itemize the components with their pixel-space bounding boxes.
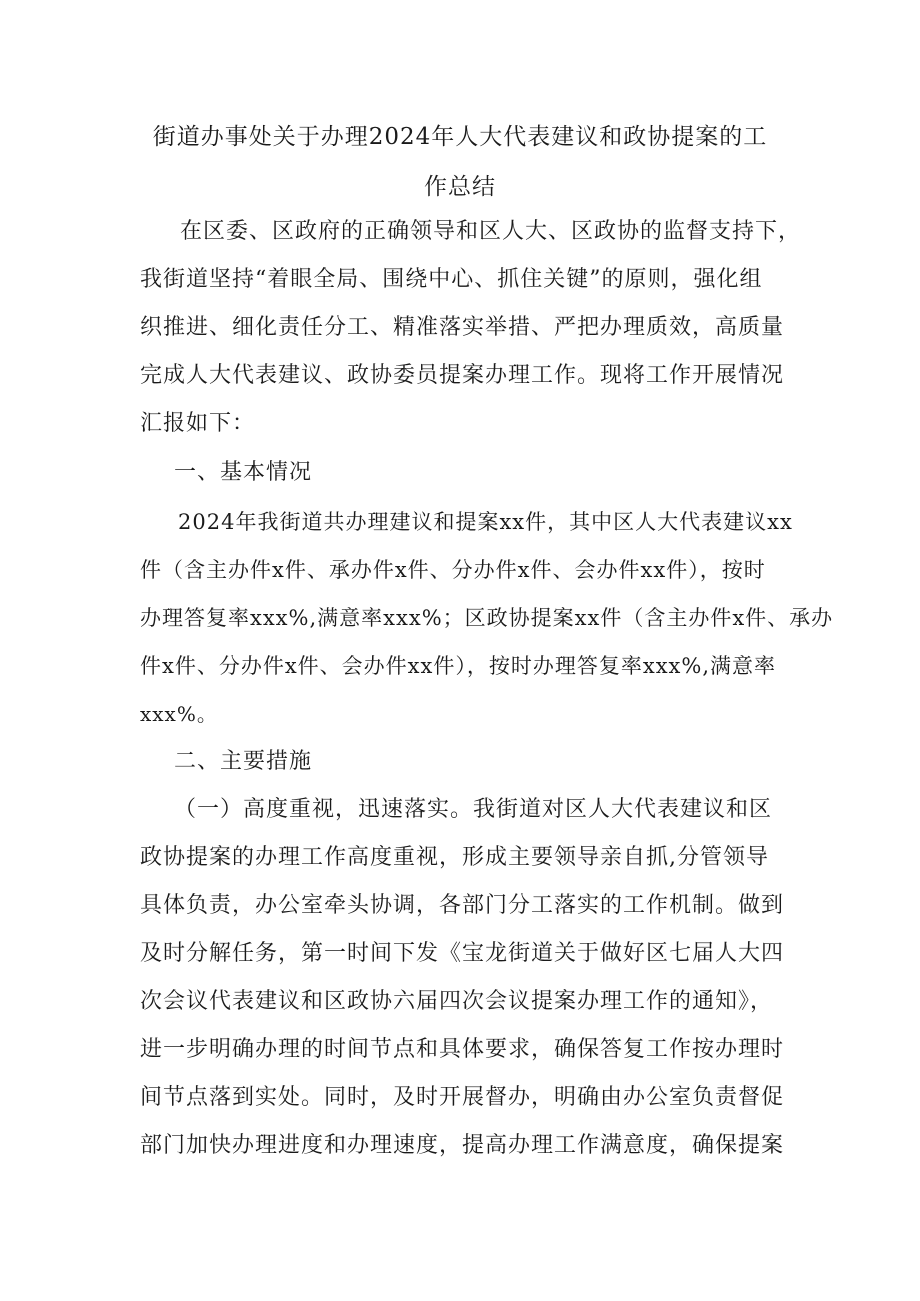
section-2-line-7: 间节点落到实处。同时，及时开展督办，明确由办公室负责督促 xyxy=(140,1085,785,1110)
intro-line-2: 我街道坚持“着眼全局、围绕中心、抓住关键”的原则，强化组 xyxy=(140,267,763,292)
intro-line-5: 汇报如下： xyxy=(140,411,256,436)
section-2-line-3: 具体负责，办公室牵头协调，各部门分工落实的工作机制。做到 xyxy=(140,893,785,918)
section-2-line-1: （一）高度重视，迅速落实。我街道对区人大代表建议和区 xyxy=(174,797,773,822)
intro-line-1: 在区委、区政府的正确领导和区人大、区政协的监督支持下， xyxy=(180,219,802,244)
section-1-line-5: xxx%。 xyxy=(140,702,218,726)
section-2-line-6: 进一步明确办理的时间节点和具体要求，确保答复工作按办理时 xyxy=(140,1037,785,1062)
intro-line-3: 织推进、细化责任分工、精准落实举措、严把办理质效，高质量 xyxy=(140,315,785,340)
intro-line-4: 完成人大代表建议、政协委员提案办理工作。现将工作开展情况 xyxy=(140,363,785,388)
section-1-heading: 一、基本情况 xyxy=(174,460,313,485)
section-1-line-4: 件x件、分办件x件、会办件xx件），按时办理答复率xxx%,满意率 xyxy=(140,654,777,678)
section-2-line-5: 次会议代表建议和区政协六届四次会议提案办理工作的通知》， xyxy=(140,989,774,1014)
document-body xyxy=(140,0,834,1301)
section-2-line-2: 政协提案的办理工作高度重视，形成主要领导亲自抓,分管领导 xyxy=(140,845,769,870)
section-1-line-2: 件（含主办件x件、承办件x件、分办件x件、会办件xx件），按时 xyxy=(140,558,766,582)
section-2-line-8: 部门加快办理进度和办理速度，提高办理工作满意度，确保提案 xyxy=(140,1133,785,1158)
section-1-line-1: 2024年我街道共办理建议和提案xx件，其中区人大代表建议xx xyxy=(178,510,793,534)
section-2-line-4: 及时分解任务，第一时间下发《宝龙街道关于做好区七届人大四 xyxy=(140,941,785,966)
document-title-line-1: 街道办事处关于办理2024年人大代表建议和政协提案的工 xyxy=(152,124,768,150)
document-title-line-2: 作总结 xyxy=(424,174,496,200)
section-1-line-3: 办理答复率xxx%,满意率xxx%；区政协提案xx件（含主办件x件、承办 xyxy=(140,606,834,630)
section-2-heading: 二、主要措施 xyxy=(174,749,313,774)
